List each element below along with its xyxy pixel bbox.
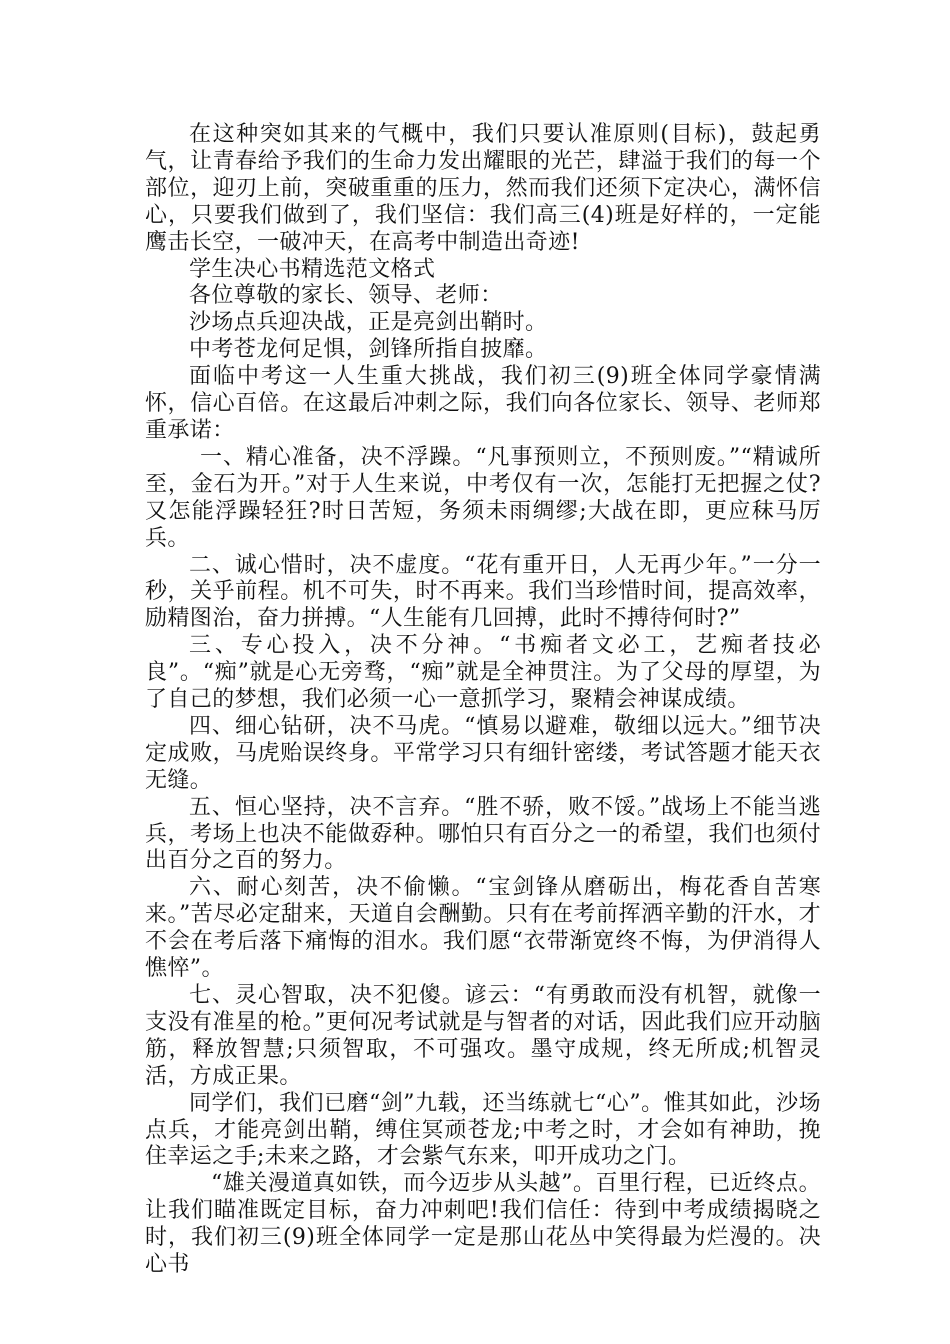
paragraph-closing: 同学们，我们已磨“剑”九载，还当练就七“心”。惟其如此，沙场点兵，才能亮剑出鞘，缚住冥顽苍龙;中考之时，才会如有神助，挽住幸运之手;未来之路，才会紫气东来，叩开成功之门。	[145, 1090, 821, 1170]
paragraph-pledge-3: 三、专心投入，决不分神。“书痴者文必工，艺痴者技必良”。“痴”就是心无旁骛，“痴”就是全神贯注。为了父母的厚望，为了自己的梦想，我们必须一心一意抓学习，聚精会神谋成绩。	[145, 633, 821, 713]
paragraph-pledge-4: 四、细心钻研，决不马虎。“慎易以避难，敬细以远大。”细节决定成败，马虎贻误终身。平常学习只有细针密缕，考试答题才能天衣无缝。	[145, 713, 821, 793]
paragraph-final: “雄关漫道真如铁，而今迈步从头越”。百里行程，已近终点。让我们瞄准既定目标，奋力冲刺吧!我们信任：待到中考成绩揭晓之时，我们初三(9)班全体同学一定是那山花丛中笑得最为烂漫的。决心书	[145, 1171, 821, 1278]
paragraph-intro: 在这种突如其来的气概中，我们只要认准原则(目标)，鼓起勇气，让青春给予我们的生命力发出耀眼的光芒，肆溢于我们的每一个部位，迎刃上前，突破重重的压力，然而我们还须下定决心，满怀信心，只要我们做到了，我们坚信：我们高三(4)班是好样的，一定能鹰击长空，一破冲天，在高考中制造出奇迹!	[145, 122, 821, 255]
paragraph-salutation: 各位尊敬的家长、领导、老师：	[189, 283, 503, 309]
paragraph-pledge-5: 五、恒心坚持，决不言弃。“胜不骄，败不馁。”战场上不能当逃兵，考场上也决不能做孬种。哪怕只有百分之一的希望，我们也须付出百分之百的努力。	[145, 794, 821, 874]
paragraph-verse-1: 沙场点兵迎决战，正是亮剑出鞘时。	[189, 310, 548, 336]
paragraph-pledge-1: 一、精心准备，决不浮躁。“凡事预则立，不预则废。”“精诚所至，金石为开。”对于人生来说，中考仅有一次，怎能打无把握之仗?又怎能浮躁轻狂?时日苦短，务须未雨绸缪;大战在即，更应秣马厉兵。	[145, 444, 821, 551]
paragraph-pledge-intro: 面临中考这一人生重大挑战，我们初三(9)班全体同学豪情满怀，信心百倍。在这最后冲刺之际，我们向各位家长、领导、老师郑重承诺：	[145, 364, 821, 443]
paragraph-verse-2: 中考苍龙何足惧，剑锋所指自披靡。	[189, 337, 548, 363]
paragraph-pledge-6: 六、耐心刻苦，决不偷懒。“宝剑锋从磨砺出，梅花香自苦寒来。”苦尽必定甜来，天道自会酬勤。只有在考前挥洒辛勤的汗水，才不会在考后落下痛悔的泪水。我们愿“衣带渐宽终不悔，为伊消得人憔悴”。	[145, 875, 821, 982]
paragraph-pledge-7: 七、灵心智取，决不犯傻。谚云：“有勇敢而没有机智，就像一支没有准星的枪。”更何况考试就是与智者的对话，因此我们应开动脑筋，释放智慧;只须智取，不可强攻。墨守成规，终无所成;机智灵活，方成正果。	[145, 983, 821, 1089]
document-body	[145, 122, 821, 1279]
paragraph-pledge-2: 二、诚心惜时，决不虚度。“花有重开日，人无再少年。”一分一秒，关乎前程。机不可失，时不再来。我们当珍惜时间，提高效率，励精图治，奋力拼搏。“人生能有几回搏，此时不搏待何时?”	[145, 552, 821, 632]
paragraph-title: 学生决心书精选范文格式	[189, 256, 436, 282]
